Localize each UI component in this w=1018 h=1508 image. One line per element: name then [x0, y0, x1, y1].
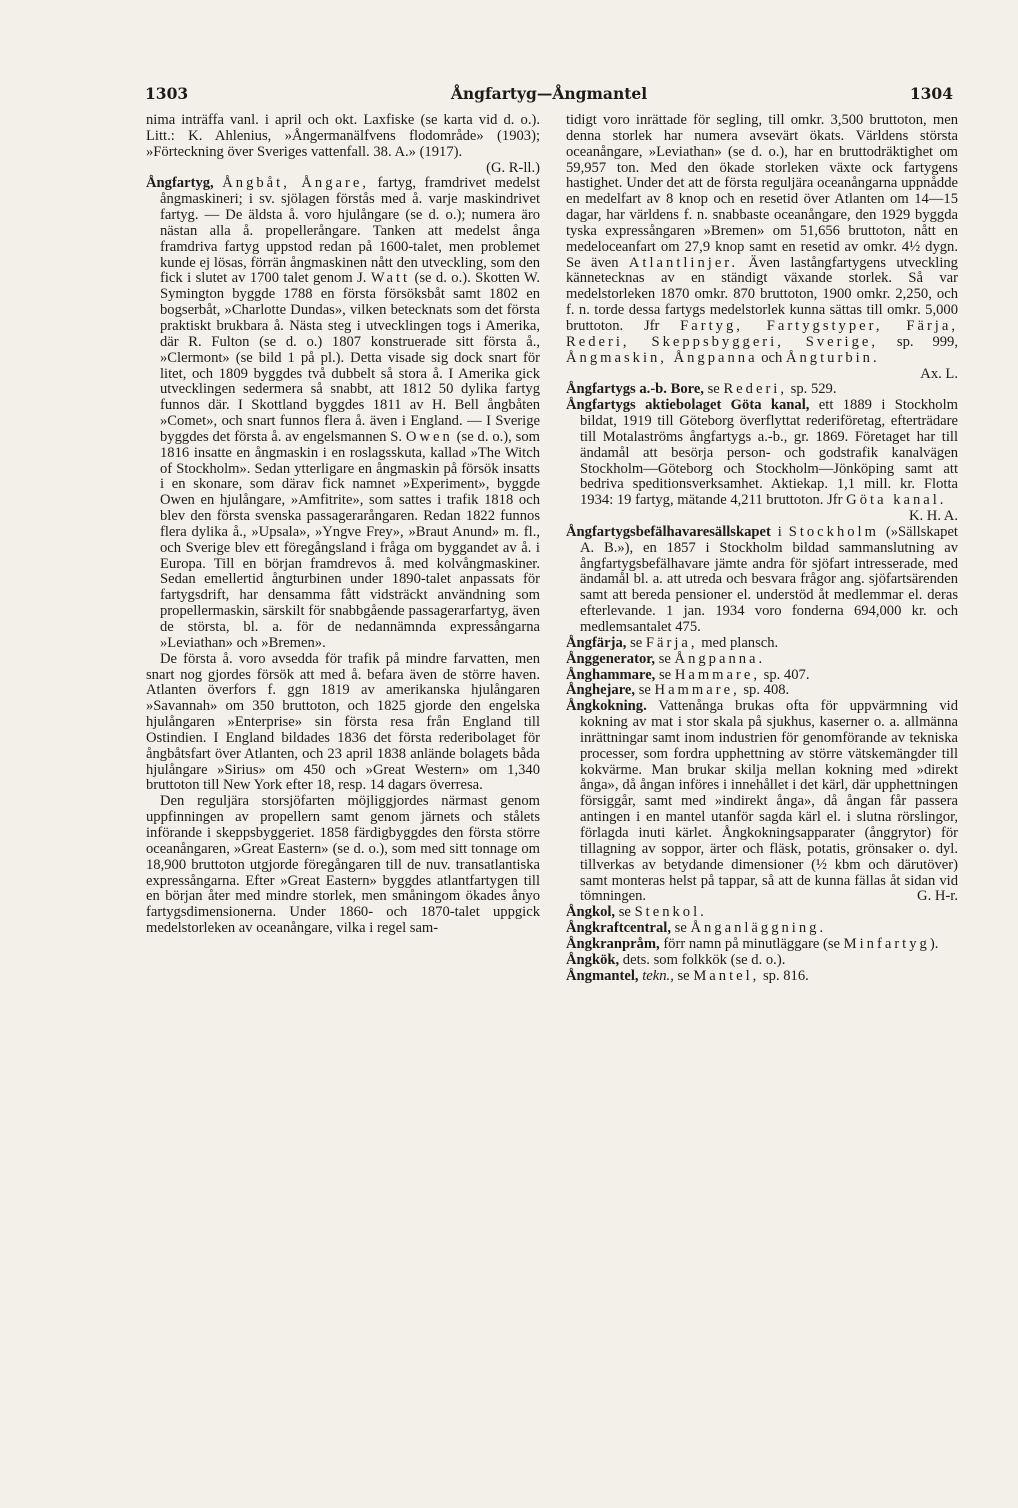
- author-signature: K. H. A.: [908, 508, 958, 525]
- entry-headword: Ånggenerator,: [566, 650, 656, 667]
- entry-anghejare: Ånghejare, se Hammare, sp. 408.: [566, 682, 790, 699]
- entry-headword: Ångkök,: [566, 951, 620, 968]
- cross-reference: Hammare,: [654, 682, 740, 699]
- entry-headword: Ångfartygs a.-b. Bore,: [566, 381, 704, 398]
- entry-angkranpram: Ångkranpråm, förr namn på minutläggare (se Minfartyg).: [566, 935, 939, 952]
- entry-headword: Ångfartygs aktiebolaget Göta kanal,: [566, 397, 810, 414]
- cross-reference: Rederi,: [723, 381, 788, 398]
- cross-reference: Ångpanna.: [674, 650, 766, 667]
- field-label: tekn.,: [642, 967, 674, 984]
- cross-reference: Stenkol.: [634, 904, 707, 921]
- cross-reference: Owen: [405, 428, 453, 445]
- synonyms: Ångbåt, Ångare,: [222, 175, 369, 192]
- entry-bore: Ångfartygs a.-b. Bore, se Rederi, sp. 529.: [566, 381, 837, 398]
- author-signature: G. H-r.: [917, 888, 958, 905]
- cross-reference: Minfartyg: [843, 935, 930, 952]
- entry-headword: Ångmantel,: [566, 967, 639, 984]
- page-number-right: 1304: [909, 84, 953, 103]
- cross-reference: Watt: [370, 270, 411, 287]
- entry-angfarja: Ångfärja, se Färja, med plansch.: [566, 634, 779, 651]
- entry-headword: Ångkol,: [566, 904, 616, 921]
- cross-reference: Fartyg, Fartygstyper, Färja, Rederi, Skeppsbyggeri, Sverige,: [566, 317, 958, 350]
- right-column: [566, 113, 958, 984]
- entry-angkokning: Ångkokning. Vattenånga brukas ofta för uppvärmning vid kokning av mat i stor skala på sjukhus, kaserner o. a. allmänna inrättningar samt inom industrien för genomförande av tekniska processer, som fordra upphettning av större vätskemängder till kokvärme. Man brukar skilja mellan kokning med »direkt ånga», då ångan införes i innehållet i det kärl, där upphettningen försiggår, samt med »indirekt ånga», då ångan får passera antingen i en mantel utanför sagda kärl el. i slutna rörslingor, förlagda inuti kärlet. Ångkokningsapparater (ånggrytor) för tillagning av soppor, ärter och fläsk, potatis, grönsaker o. dyl. tillverkas av betydande dimensioner (½ kbm och därutöver) samt monteras helst på tappar, så att de kunna fällas åt sidan vid tömningen. G. H-r.: [566, 698, 959, 905]
- entry-gota-kanal: Ångfartygs aktiebolaget Göta kanal, ett 1889 i Stockholm bildat, 1919 till Göteborg överflyttat rederiföretag, efterträdare till Motalaströms ångfartygs a.-b., gr. 1869. Företaget har till ändamål att besörja person- och godstrafik kanalvägen Stockholm—Göteborg och Stockholm—Jönköping samt att bedriva speditionsverksamhet. Aktiekap. 1,1 mill. kr. Flotta 1934: 19 fartyg, mätande 4,211 bruttoton. Jfr Göta kanal. K. H. A.: [566, 397, 959, 525]
- entry-angfartyg: Ångfartyg, Ångbåt, Ångare, fartyg, framdrivet medelst ångmaskineri; i sv. sjölagen förstås med å. varje maskindrivet fartyg. — De äldsta å. voro hjulångare (se d. o.); numera äro nästan alla å. propellerångare. Tanken att medelst ånga framdriva fartyg uppstod redan på 1600-talet, men problemet kunde ej lösas, förrän ångmaskinen nått den utveckling, som den fick i slutet av 1700 talet genom J. Watt (se d. o.). Skotten W. Symington byggde 1788 en första försöksbåt samt 1802 en bogserbåt, »Charlotte Dundas», vilken betecknats som det första praktiskt brukbara å. Nästa steg i utvecklingen togs i Amerika, där R. Fulton (se d. o.) 1807 konstruerade sitt första å., »Clermont» (se bild 1 på pl.). Detta visade sig dock snart för litet, och 1809 byggdes två dubbelt så stora å. I Amerika gick utvecklingen sedermera så snabbt, att 1812 50 dylika fartyg funnos där. I Skottland byggdes 1811 av H. Bell ångbåten »Comet», och snart funnos flera å. även i England. — I Sverige byggdes det första å. av engelsmannen S. Owen (se d. o.), som 1816 insatte en ångmaskin i en roslagsskuta, kallad »The Witch of Stockholm». Sedan ytterligare en ångmaskin på försök insatts i en skonare, som därav fick namnet »Experiment», byggde Owen en hjulångare, »Amfitrite», som sattes i trafik 1818 och blev den första svenska passagerarångaren. Redan 1822 funnos flera dylika å., »Upsala», »Yngve Frey», »Braut Anund» m. fl., och Sverige blev ett föregångsland i fråga om byggandet av å. i Europa. Till en början framdrevos å. med kolvångmaskiner. Sedan emellertid ångturbinen under 1890-talet anpassats för fartygsdrift, har densamma fått vidsträckt användning som propellermaskin, särskilt för snabbgående passagerarfartyg, även de största, bl. a. för de nedannämnda expressångarna »Leviathan» och »Bremen».: [146, 175, 541, 651]
- cross-reference: Ångmaskin, Ångpanna: [566, 349, 758, 366]
- page-header: [145, 84, 953, 106]
- paragraph: Den reguljära storsjöfarten möjliggjordes närmast genom uppfinningen av propellern samt genom järnets och stålets införande i skeppsbyggeriet. 1858 färdigbyggdes den första större oceanångaren, »Great Eastern» (se d. o.), som med sitt tonnage om 18,900 bruttoton utgjorde föregångaren till de nuv. transatlantiska expressångarna. Efter »Great Eastern» byggdes atlantfartygen till en början åter med mindre storlek, men småningom ökades ånyo fartygsdimensionerna. Under 1860- och 1870-talet uppgick medelstorleken av oceanångare, vilka i regel sam-: [146, 793, 540, 937]
- cross-reference: Göta kanal.: [846, 492, 947, 509]
- paragraph: De första å. voro avsedda för trafik på mindre farvatten, men snart nog gjordes försök att med å. befara även de större haven. Atlanten överfors f. ggn 1819 av amerikanska hjulångaren »Savannah» om 350 bruttoton, och 1825 gjorde den engelska hjulångaren »Enterprise» sin första resa från England till Ostindien. I England bildades 1836 det första rederibolaget för ångbåtsfart över Atlanten, och 23 april 1838 anlände bolagets båda hjulångare »Sirius» om 450 och »Great Western» om 1,340 bruttoton till New York efter 18, resp. 14 dagars överresa.: [146, 650, 540, 794]
- cross-reference: Mantel,: [693, 967, 760, 984]
- left-column: [146, 113, 540, 937]
- author-signature: Ax. L.: [920, 365, 958, 382]
- entry-headword: Ångkraftcentral,: [566, 920, 671, 937]
- page-number-left: 1303: [145, 84, 189, 103]
- author-signature: (G. R-ll.): [486, 159, 540, 176]
- cross-reference: Hammare,: [674, 666, 760, 683]
- place-name: Stockholm: [788, 523, 879, 540]
- entry-angkraftcentral: Ångkraftcentral, se Ånganläggning.: [566, 920, 827, 937]
- entry-headword: Ångkokning.: [566, 698, 647, 715]
- entry-headword: Ångkranpråm,: [566, 935, 660, 952]
- entry-befalhavaresallskapet: Ångfartygsbefälhavaresällskapet i Stockholm (»Sällskapet A. B.»), en 1857 i Stockholm bildad sammanslutning av ångfartygsbefälhavare jämte andra för sjöfart intresserade, med ändamål bl. a. att utreda och besvara frågor ang. sjöfartsärenden samt att bereda pensioner el. understöd åt medlemmar el. deras efterlevande. 1 jan. 1934 voro fonderna 694,000 kr. och medlemsantalet 475.: [566, 523, 958, 635]
- cross-reference: Färja,: [645, 634, 698, 651]
- entry-angkol: Ångkol, se Stenkol.: [566, 904, 707, 921]
- cross-reference: Ångturbin.: [785, 349, 880, 366]
- entry-headword: Ångfärja,: [566, 634, 627, 651]
- entry-continuation: tidigt voro inrättade för segling, till omkr. 3,500 bruttoton, men denna storlek har numera avsevärt ökats. Världens största oceanångare, »Leviathan» (se d. o.), har en bruttodräktighet om 59,957 ton. Med den ökade storleken växte ock fartygens hastighet. Under det att de första reguljära oceanångarna uppnådde en medelfart av 8 knop och en resetid över Atlanten om 14—15 dagar, har världens f. n. snabbaste oceanångare, den 1929 byggda tyska expressångaren »Bremen» om 51,656 bruttoton, nått en medeloceanfart om 27,9 knop samt en resetid av omkr. 4½ dygn. Se även Atlantlinjer. Även lastångfartygens utveckling kännetecknas av en ständigt växande storlek. Så var medelstorleken 1870 omkr. 870 bruttoton, 1900 omkr. 2,250, och f. n. torde dessa fartygs medelstorlek kunna sättas till omkr. 5,000 bruttoton. Jfr Fartyg, Fartygstyper, Färja, Rederi, Skeppsbyggeri, Sverige, sp. 999, Ångmaskin, Ångpanna och Ångturbin. Ax. L.: [566, 112, 958, 382]
- entry-headword: Ånghejare,: [566, 682, 636, 699]
- entry-angkok: Ångkök, dets. som folkkök (se d. o.).: [566, 951, 786, 968]
- entry-angmantel: Ångmantel, tekn., se Mantel, sp. 816.: [566, 967, 809, 984]
- entry-continuation: nima inträffa vanl. i april och okt. Laxfiske (se karta vid d. o.). Litt.: K. Ahlenius, »Ångermanälfvens flodområde» (1903); »Förteckning över Sveriges vattenfall. 38. A.» (1917). (G. R-ll.): [146, 112, 540, 176]
- entry-headword: Ångfartygsbefälhavaresällskapet: [566, 523, 771, 540]
- entry-headword: Ångfartyg,: [146, 175, 214, 192]
- cross-reference: Atlantlinjer.: [628, 254, 739, 271]
- entry-anghammare: Ånghammare, se Hammare, sp. 407.: [566, 666, 810, 683]
- running-title: Ångfartyg—Ångmantel: [450, 84, 648, 103]
- entry-anggenerator: Ånggenerator, se Ångpanna.: [566, 650, 766, 667]
- cross-reference: Ånganläggning.: [690, 920, 827, 937]
- entry-headword: Ånghammare,: [566, 666, 656, 683]
